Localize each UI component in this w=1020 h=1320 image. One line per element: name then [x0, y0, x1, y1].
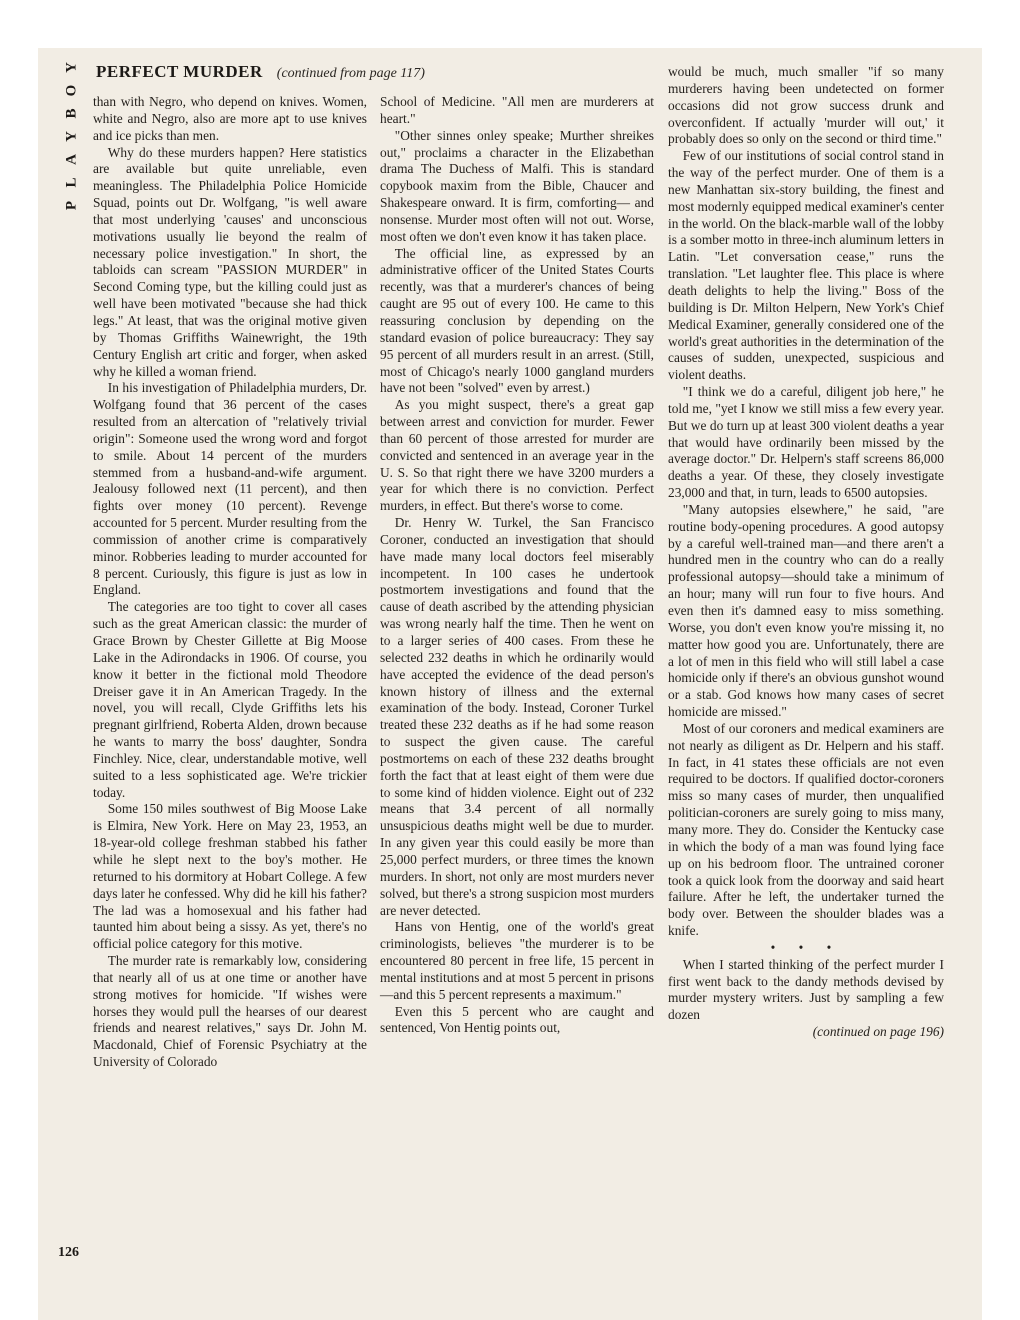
- masthead-letter: A: [63, 154, 80, 165]
- paragraph: When I started thinking of the perfect murder I first went back to the dandy methods devised by murder mystery writers. Just by sampling a few dozen: [668, 956, 944, 1023]
- paragraph: "I think we do a careful, diligent job here," he told me, "yet I know we still miss a few every year. But we do turn up at least 300 violent deaths a year that would have ordinarily been missed by the average doctor." Dr. Helpern's staff screens 86,000 deaths a year. Of these, they closely investigate 23,000 and that, in turn, leads to 6500 autopsies.: [668, 384, 944, 501]
- text-column-3: [668, 64, 944, 1041]
- paragraph: Even this 5 percent who are caught and sentenced, Von Hentig points out,: [380, 1003, 654, 1036]
- paragraph: Most of our coroners and medical examiners are not nearly as diligent as Dr. Helpern and his staff. In fact, in 41 states these officials are not even required to be doctors. If qualified doctor-coroners miss so many cases of murder, then unqualified politician-coroners are surely going to miss many, many more. They do. Consider the Kentucky case in which the body of a man was found lying face up on his bedroom floor. The untrained coroner took a quick look from the doorway and said heart failure. After he left, the undertaker turned the body over. Between the shoulder blades was a knife.: [668, 720, 944, 939]
- paragraph: Why do these murders happen? Here statistics are available but quite unreliable, even meaningless. The Philadelphia Police Homicide Squad, points out Dr. Wolfgang, "is well aware that most underlying 'causes' and unconscious motivations usually lie beyond the realm of necessary police investigation." In short, the tabloids can scream "PASSION MURDER" in Second Coming type, but the killing could just as well have been motivated "because she had thick legs." At least, that was the original motive given by Thomas Griffiths Wainewright, the 19th Century English art critic and forger, when asked why he killed a woman friend.: [93, 144, 367, 379]
- paragraph: than with Negro, who depend on knives. Women, white and Negro, also are more apt to use knives and ice picks than men.: [93, 94, 367, 143]
- continued-on-note: (continued on page 196): [812, 1024, 944, 1040]
- page-number: 126: [58, 1245, 79, 1260]
- paragraph: As you might suspect, there's a great gap between arrest and conviction for murder. Fewer than 60 percent of those arrested for murder are convicted and sentenced in an average year in the U. S. So that right there we have 3200 murders a year for which there is no conviction. Perfect murders, in effect. But there's worse to come.: [380, 397, 654, 514]
- paragraph: School of Medicine. "All men are murderers at heart.": [380, 94, 654, 126]
- article-title: PERFECT MURDER: [96, 62, 263, 81]
- paragraph: Hans von Hentig, one of the world's great criminologists, believes "the murderer is to be encountered 80 percent in free life, 15 percent in mental institutions and at most 5 percent in prisons—and this 5 percent represents a maximum.": [380, 919, 654, 1002]
- masthead-letter: O: [63, 84, 80, 97]
- section-break-dots: • • •: [770, 939, 842, 955]
- paragraph: "Other sinnes onley speake; Murther shreikes out," proclaims a character in the Elizabethan drama The Duchess of Malfi. This is standard copybook maxim from the Bible, Chaucer and Shakespeare onward. It is firm, comforting— and nonsense. Murder most often will not out. Worse, most often we don't even know it has taken place.: [380, 127, 654, 244]
- masthead-letter: P: [63, 200, 80, 211]
- article-header: [96, 62, 496, 82]
- masthead-letter: B: [63, 108, 80, 119]
- paragraph: The categories are too tight to cover all cases such as the great American classic: the murder of Grace Brown by Chester Gillette at Big Moose Lake in the Adirondacks in 1906. Of course, you know it better in the fictional mold Theodore Dreiser gave it in An American Tragedy. In the novel, you will recall, Clyde Griffiths lets his pregnant girlfriend, Roberta Alden, drown because he wants to marry the boss' daughter, Sondra Finchley. Nice, clear, understandable motive, well suited to a less sophisticated age. We're trickier today.: [93, 599, 367, 800]
- paragraph: Dr. Henry W. Turkel, the San Francisco Coroner, conducted an investigation that should have made many local doctors feel miserably incompetent. In 100 cases he undertook postmortem investigations and found that the cause of death ascribed by the attending physician was wrong nearly half the time. Then he went on to a larger series of 400 cases. From these he selected 232 deaths in which he ordinarily would have accepted the evidence of the dead person's known history of illness and the external examination of the body. Instead, Coroner Turkel treated these 232 deaths as if he had some reason to suspect the given cause. The careful postmortems on each of these 232 deaths brought forth the fact that at least eight of them were due to some kind of hidden violence. Eight out of 232 means that 3.4 percent of all normally unsuspicious deaths might well be due to murder. In any given year this could easily be more than 25,000 perfect murders, or three times the known murders. In short, not only are most murders never solved, but there's a strong suspicion most murders are never detected.: [380, 515, 654, 918]
- text-column-1: [93, 94, 367, 1071]
- magazine-masthead-vertical: [60, 56, 84, 217]
- continued-from-note: (continued from page 117): [276, 66, 425, 81]
- paragraph: The murder rate is remarkably low, considering that nearly all of us at one time or another have strong motives for homicide. "If wishes were horses they would pull the hearses of our dearest friends and nearest relatives," says Dr. John M. Macdonald, Chief of Forensic Psychiatry at the University of Colorado: [93, 953, 367, 1070]
- masthead-letter: Y: [63, 62, 80, 73]
- paragraph: The official line, as expressed by an administrative officer of the United States Courts recently, was that a murderer's chances of being caught are 95 out of every 100. He came to this reassuring conclusion by depending on the standard evasion of police bureaucracy: They say 95 percent of all murders result in an arrest. (Still, most of Chicago's nearly 1000 gangland murders have not been "solved" even by arrest.): [380, 245, 654, 396]
- text-column-2: [380, 94, 654, 1037]
- masthead-letter: Y: [63, 131, 80, 142]
- paragraph: Few of our institutions of social control stand in the way of the perfect murder. One of them is a new Manhattan six-story building, the finest and most modernly equipped medical examiner's center in the world. On the black-marble wall of the lobby is a somber motto in three-inch aluminum letters in Latin. "Let conversation cease," runs the translation. "Let laughter flee. This place is where death delights to help the living." Boss of the building is Dr. Milton Helpern, New York's Chief Medical Examiner, generally considered one of the world's great authorities in the determination of the causes of sudden, unexpected, suspicious and violent deaths.: [668, 148, 944, 383]
- magazine-page: [38, 48, 982, 1320]
- paragraph: "Many autopsies elsewhere," he said, "are routine body-opening procedures. A good autopsy by a careful well-trained man—and there aren't a hundred men in the country who can do a really professional autopsy—should take a minimum of an hour; many will run four to five hours. And even then it's damned easy to miss something. Worse, you don't even know you're missing it, no matter how good you are. Unfortunately, there are a lot of men in this field who will still label a case homicide only if there's an obvious gunshot wound or a stab. God knows how many cases of secret homicide are missed.": [668, 501, 944, 720]
- paragraph: Some 150 miles southwest of Big Moose Lake is Elmira, New York. Here on May 23, 1953, an 18-year-old college freshman stabbed his father while he slept next to the boy's mother. He returned to his dormitory at Hobart College. A few days later he confessed. Why did he kill his father? The lad was a homosexual and his father had taunted him about being a sissy. As yet, there's no official police category for this motive.: [93, 801, 367, 952]
- paragraph: would be much, much smaller "if so many murderers having been undetected on former occasions did not grow success drunk and overconfident. If actually 'murder will out,' it probably does so only on the second or third time.": [668, 64, 944, 147]
- paragraph: In his investigation of Philadelphia murders, Dr. Wolfgang found that 36 percent of the cases resulted from an altercation of "relatively trivial origin": Someone used the wrong word and forgot to smile. About 14 percent of the murders stemmed from a husband-and-wife argument. Jealousy followed next (11 percent), and then fights over money (10 percent). Revenge accounted for 5 percent. Murder resulting from the commission of another crime is comparatively minor. Robberies leading to murder accounted for 8 percent. Curiously, this figure is just as low in England.: [93, 380, 367, 598]
- masthead-letter: L: [63, 177, 80, 188]
